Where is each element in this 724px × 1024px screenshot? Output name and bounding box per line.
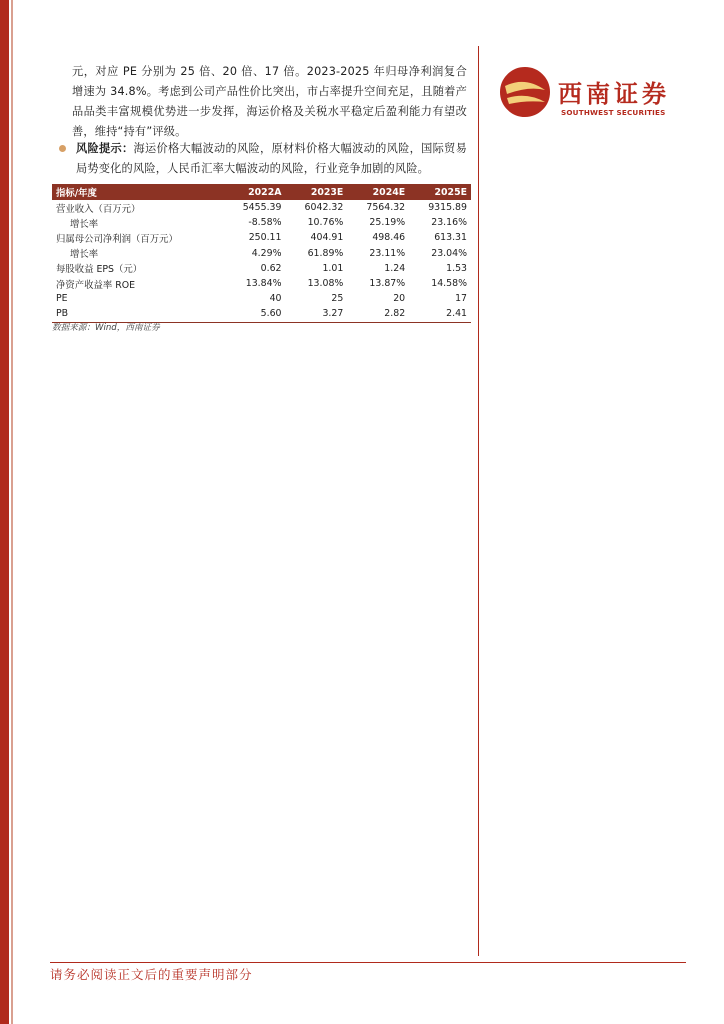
table-cell: 13.84% xyxy=(245,278,282,290)
row-label: 净资产收益率 ROE xyxy=(56,279,136,291)
table-row xyxy=(52,306,471,322)
table-row xyxy=(52,261,471,276)
table-header-cell: 指标/年度 xyxy=(52,184,224,200)
table-header-cell: 2024E xyxy=(347,184,409,200)
table-cell: 250.11 xyxy=(248,232,282,244)
risk-title: 风险提示： xyxy=(76,142,134,155)
table-cell: 13.87% xyxy=(369,278,406,290)
row-label: 增长率 xyxy=(70,249,99,261)
table-cell: 5455.39 xyxy=(242,202,282,214)
table-cell: 1.01 xyxy=(322,262,344,274)
table-cell: 13.08% xyxy=(307,278,344,290)
table-cell: 2.82 xyxy=(347,306,409,322)
table-cell: 10.76% xyxy=(307,217,344,229)
table-row xyxy=(52,246,471,261)
table-cell: 25 xyxy=(331,293,344,305)
table-cell: 25.19% xyxy=(369,217,406,229)
left-accent-line xyxy=(11,0,13,1024)
row-label: PB xyxy=(52,306,224,322)
brand-logo xyxy=(499,66,679,120)
table-cell: 4.29% xyxy=(251,247,282,259)
table-cell: 404.91 xyxy=(310,232,344,244)
table-cell: 2.41 xyxy=(409,306,471,322)
logo-english-name: SOUTHWEST SECURITIES xyxy=(561,108,666,117)
financial-forecast-table xyxy=(52,184,471,323)
table-cell: 0.62 xyxy=(260,262,282,274)
table-cell: 613.31 xyxy=(434,232,467,244)
table-cell: 5.60 xyxy=(224,306,286,322)
table-cell: 6042.32 xyxy=(304,202,344,214)
risk-text: 海运价格大幅波动的风险，原材料价格大幅波动的风险，国际贸易局势变化的风险，人民币汇率大幅波动的风险，行业竞争加剧的风险。 xyxy=(76,142,467,175)
table-cell: 17 xyxy=(455,293,467,305)
table-cell: 20 xyxy=(393,293,406,305)
table-row xyxy=(52,276,471,291)
footer-disclaimer: 请务必阅读正文后的重要声明部分 xyxy=(50,967,253,982)
data-source-note: 数据来源：Wind，西南证券 xyxy=(52,323,160,333)
logo-emblem-icon xyxy=(499,66,551,118)
left-accent-bar xyxy=(0,0,9,1024)
table-row xyxy=(52,230,471,245)
table-header-cell: 2025E xyxy=(409,184,471,200)
table-cell: 40 xyxy=(269,293,282,305)
logo-chinese-name: 西南证券 xyxy=(558,79,670,108)
column-divider xyxy=(478,46,479,956)
table-cell: 14.58% xyxy=(431,278,467,290)
table-cell: 1.53 xyxy=(446,262,467,274)
table-header-cell: 2022A xyxy=(224,184,286,200)
table-cell: 498.46 xyxy=(372,232,406,244)
row-label: 营业收入（百万元） xyxy=(56,203,141,215)
table-cell: 23.16% xyxy=(431,217,467,229)
table-cell: 3.27 xyxy=(286,306,348,322)
row-label: 归属母公司净利润（百万元） xyxy=(56,233,178,245)
footer-divider xyxy=(50,962,686,963)
table-cell: -8.58% xyxy=(248,217,282,229)
table-cell: 9315.89 xyxy=(428,202,467,214)
table-cell: 7564.32 xyxy=(366,202,406,214)
table-row xyxy=(52,215,471,230)
risk-paragraph xyxy=(76,139,467,179)
bullet-icon xyxy=(59,145,66,152)
row-label: 增长率 xyxy=(70,218,99,230)
table-header-cell: 2023E xyxy=(286,184,348,200)
table-header-row xyxy=(52,184,471,200)
table-row xyxy=(52,200,471,215)
valuation-paragraph: 元，对应 PE 分别为 25 倍、20 倍、17 倍。2023-2025 年归母净利润复合增速为 34.8%。考虑到公司产品性价比突出，市占率提升空间充足，且随着产品品类丰富规模优势进一步发挥，海运价格及关税水平稳定后盈利能力有望改善，维持“持有”评级。 xyxy=(72,65,467,138)
table-row xyxy=(52,291,471,306)
table-cell: 61.89% xyxy=(307,247,344,259)
row-label: PE xyxy=(56,293,68,305)
table-cell: 1.24 xyxy=(384,262,406,274)
table-cell: 23.04% xyxy=(431,247,467,259)
row-label: 每股收益 EPS（元） xyxy=(56,264,143,276)
table-cell: 23.11% xyxy=(369,247,406,259)
